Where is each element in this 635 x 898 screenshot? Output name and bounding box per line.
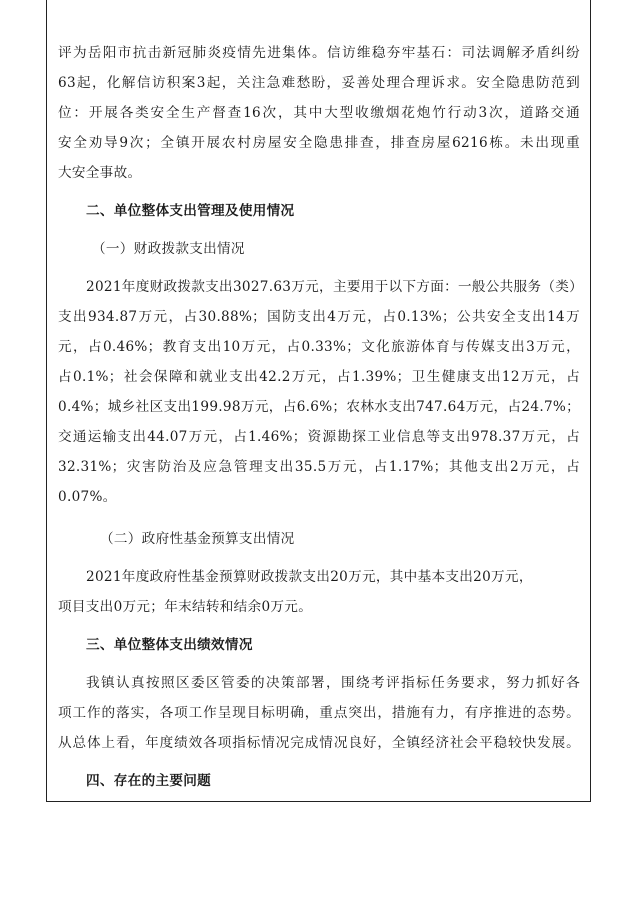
text-line: 2021年度财政拨款支出3027.63万元，主要用于以下方面：一般公共服务（类） (86, 279, 584, 295)
text-line: 我镇认真按照区委区管委的决策部署，围绕考评指标任务要求，努力抓好各 (86, 675, 580, 691)
text-line: 0.4%；城乡社区支出199.98万元，占6.6%；农林水支出747.64万元，占24.7%； (58, 399, 580, 415)
text-line: 32.31%；灾害防治及应急管理支出35.5万元，占1.17%；其他支出2万元，占 (58, 459, 580, 475)
text-line: 支出934.87万元，占30.88%；国防支出4万元，占0.13%；公共安全支出14万 (58, 309, 580, 325)
text-line: 2021年度政府性基金预算财政拨款支出20万元，其中基本支出20万元， (86, 569, 533, 585)
text-line: 0.07%。 (58, 489, 117, 505)
text-line: 位：开展各类安全生产督查16次，其中大型收缴烟花炮竹行动3次，道路交通 (58, 105, 580, 121)
performance-paragraph (58, 668, 580, 758)
document-body (58, 38, 584, 796)
section-heading-4: 四、存在的主要问题 (86, 773, 212, 789)
text-line: 大安全事故。 (58, 165, 142, 181)
text-line: 63起，化解信访积案3起，关注急难愁盼，妥善处理合理诉求。安全隐患防范到 (58, 75, 580, 91)
subsection-heading-1: （一）财政拨款支出情况 (92, 241, 245, 257)
text-line: 项目支出0万元；年末结转和结余0万元。 (58, 599, 313, 615)
fiscal-expenditure-paragraph (58, 272, 584, 512)
text-line: 元，占0.46%；教育支出10万元，占0.33%；文化旅游体育与传媒支出3万元， (58, 339, 580, 355)
intro-paragraph (58, 38, 580, 188)
text-line: 占0.1%；社会保障和就业支出42.2万元，占1.39%；卫生健康支出12万元，占 (58, 369, 580, 385)
text-line: 交通运输支出44.07万元，占1.46%；资源勘探工业信息等支出978.37万元，占 (58, 429, 580, 445)
gov-fund-paragraph (58, 562, 580, 622)
section-heading-3: 三、单位整体支出绩效情况 (86, 637, 253, 653)
text-line: 安全劝导9次；全镇开展农村房屋安全隐患排查，排查房屋6216栋。未出现重 (58, 135, 580, 151)
subsection-heading-2: （二）政府性基金预算支出情况 (100, 531, 295, 547)
section-heading-2: 二、单位整体支出管理及使用情况 (86, 203, 295, 219)
text-line: 从总体上看，年度绩效各项指标情况完成情况良好，全镇经济社会平稳较快发展。 (58, 735, 580, 751)
text-line: 评为岳阳市抗击新冠肺炎疫情先进集体。信访维稳夯牢基石：司法调解矛盾纠纷 (58, 45, 580, 61)
text-line: 项工作的落实，各项工作呈现目标明确，重点突出，措施有力，有序推进的态势。 (58, 705, 580, 721)
